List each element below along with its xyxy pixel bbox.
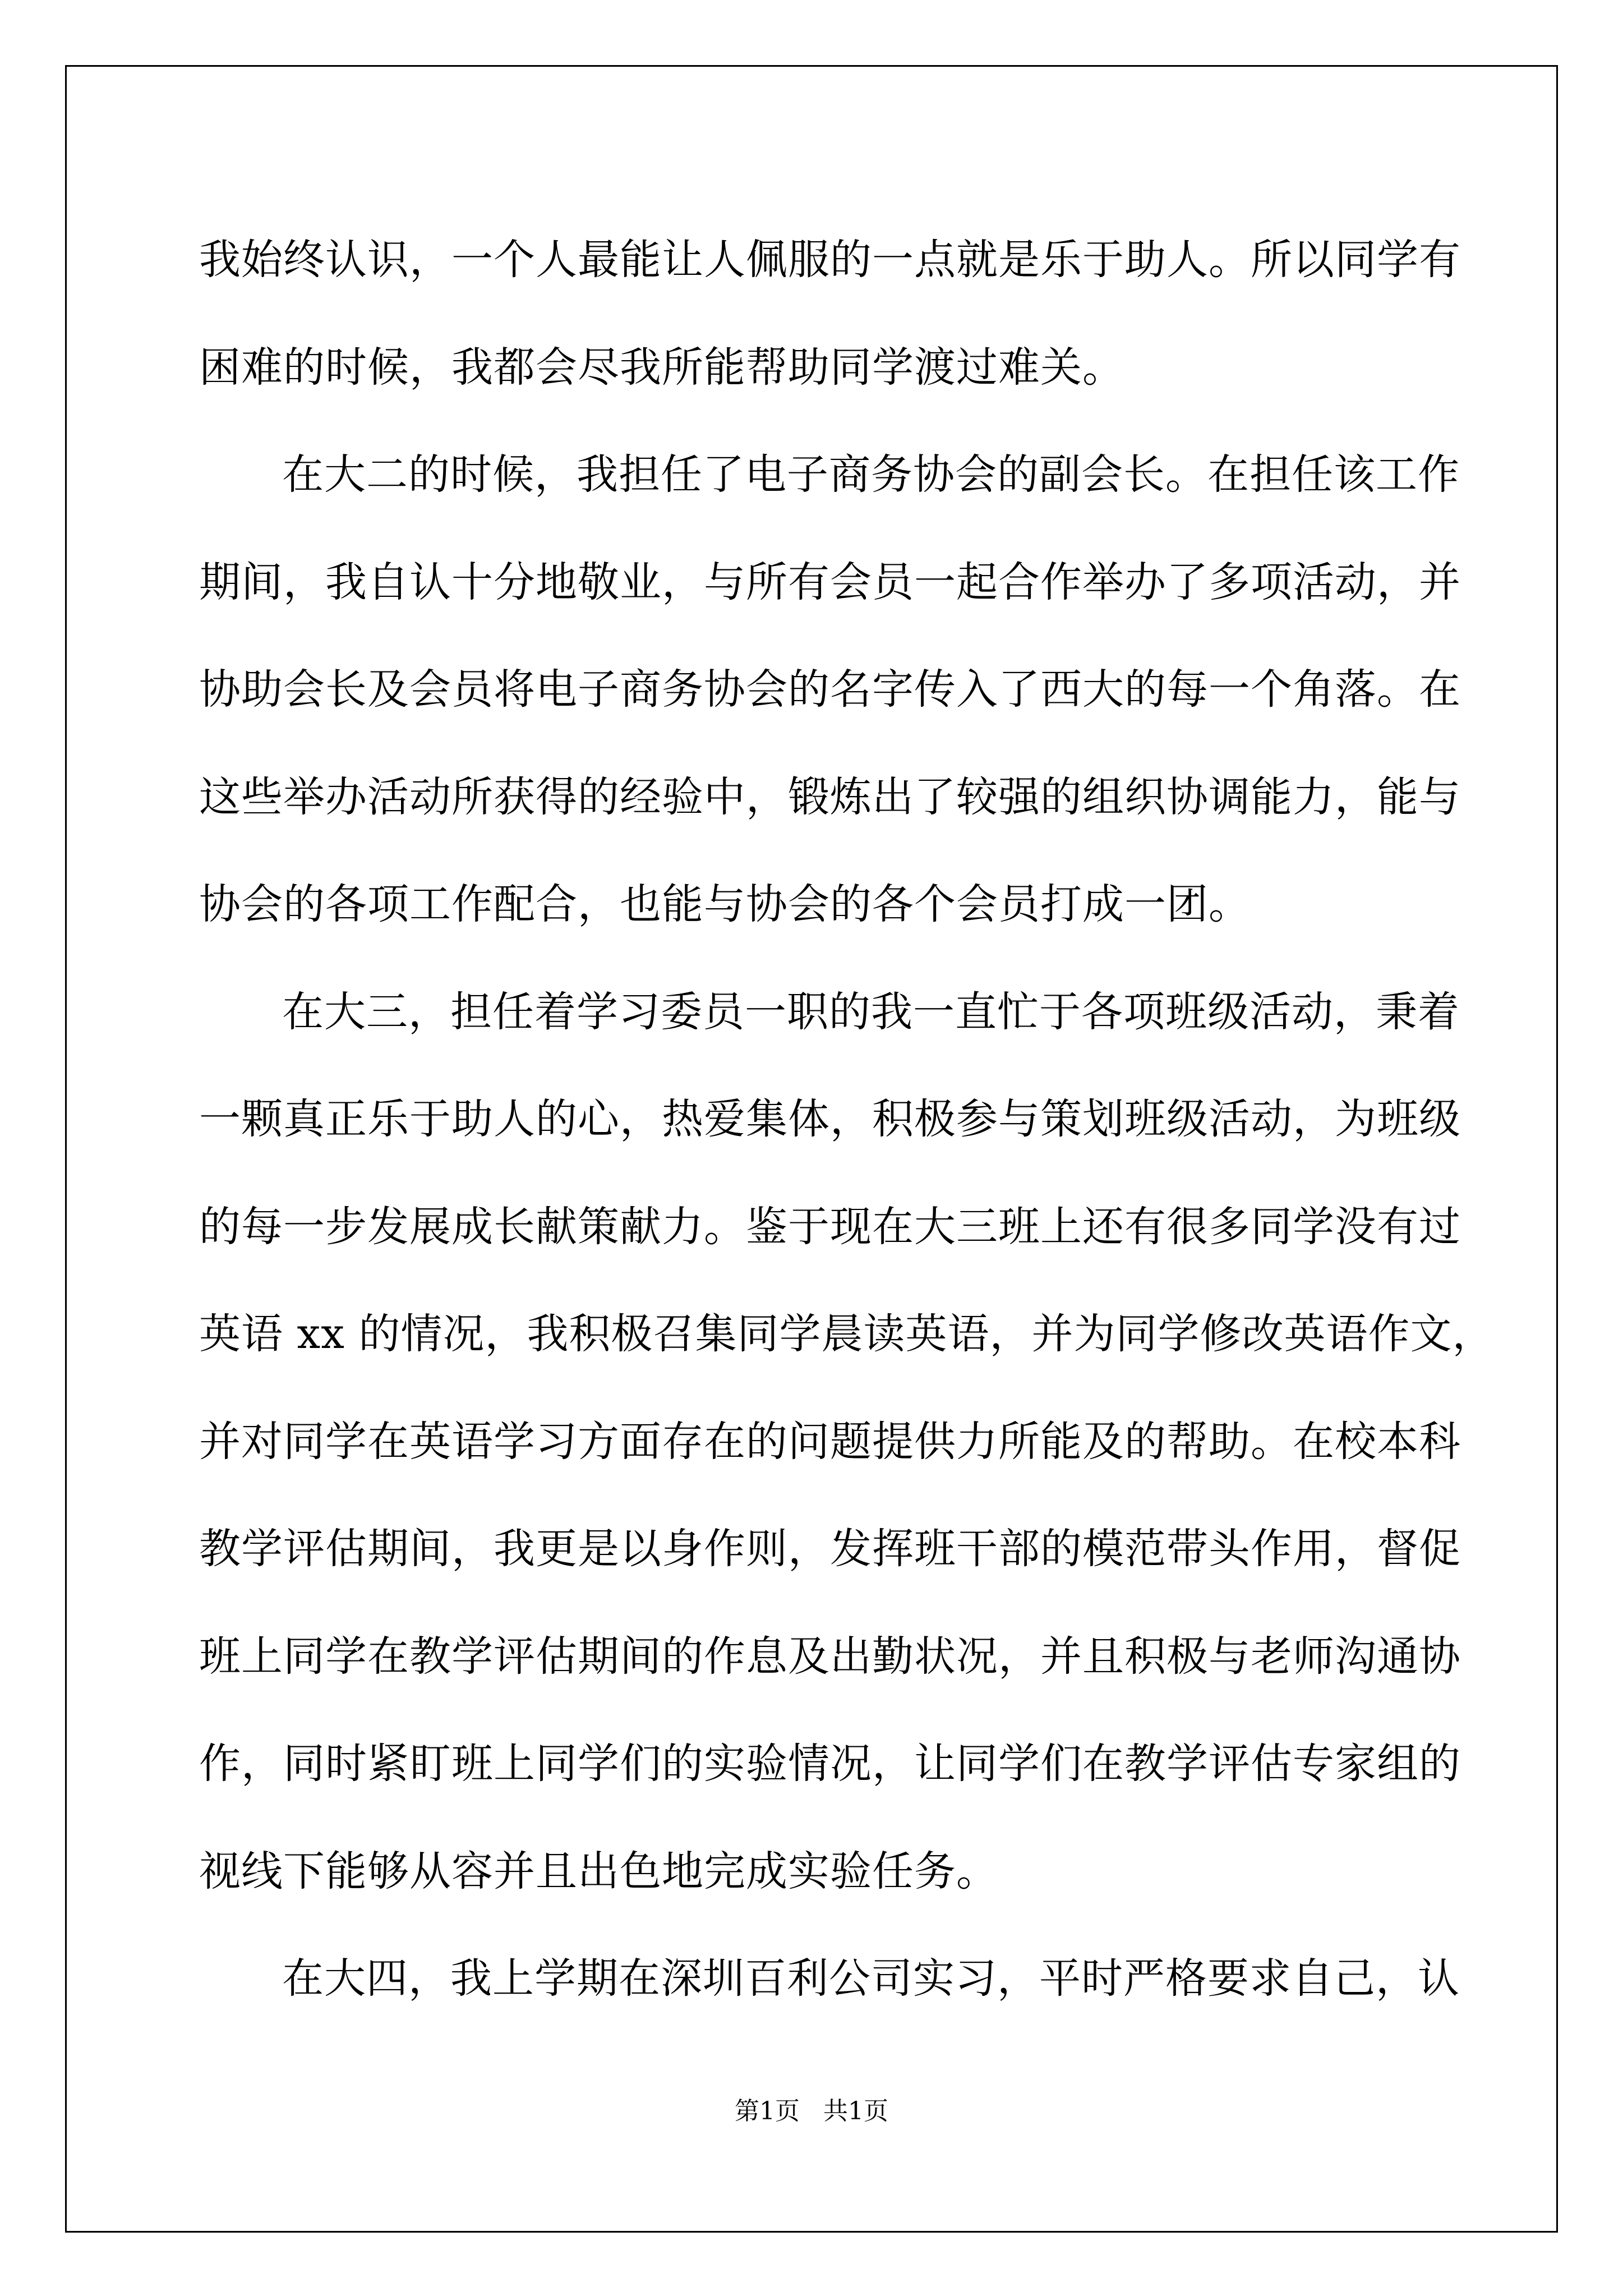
text-line: 视线下能够从容并且出色地完成实验任务。 [199, 1847, 998, 1895]
text-line: 一颗真正乐于助人的心，热爱集体，积极参与策划班级活动，为班级 [199, 1095, 1461, 1143]
text-line: 在大二的时候，我担任了电子商务协会的副会长。在担任该工作 [282, 450, 1460, 499]
text-line: 作，同时紧盯班上同学们的实验情况，让同学们在教学评估专家组的 [199, 1740, 1461, 1788]
text-line: 在大四，我上学期在深圳百利公司实习，平时严格要求自己，认 [282, 1954, 1460, 2003]
text-line: 班上同学在教学评估期间的作息及出勤状况，并且积极与老师沟通协 [199, 1632, 1461, 1681]
paragraph-2 [199, 421, 1461, 959]
paragraph-1 [199, 206, 1461, 421]
text-line: 并对同学在英语学习方面存在的问题提供力所能及的帮助。在校本科 [199, 1417, 1461, 1466]
text-line: 这些举办活动所获得的经验中，锻炼出了较强的组织协调能力，能与 [199, 772, 1461, 821]
text-line: 英语 xx 的情况，我积极召集同学晨读英语，并为同学修改英语作文， [199, 1310, 1495, 1358]
text-line: 在大三，担任着学习委员一职的我一直忙于各项班级活动，秉着 [282, 987, 1460, 1036]
document-body [199, 206, 1495, 2033]
text-line: 的每一步发展成长献策献力。鉴于现在大三班上还有很多同学没有过 [199, 1202, 1461, 1251]
text-line: 教学评估期间，我更是以身作则，发挥班干部的模范带头作用，督促 [199, 1525, 1461, 1573]
paragraph-3 [199, 959, 1495, 1926]
text-line: 困难的时候，我都会尽我所能帮助同学渡过难关。 [199, 343, 1124, 392]
page-footer: 第1页 共1页 [735, 2097, 888, 2125]
text-line: 期间，我自认十分地敬业，与所有会员一起合作举办了多项活动，并 [199, 558, 1461, 606]
text-line: 协助会长及会员将电子商务协会的名字传入了西大的每一个角落。在 [199, 665, 1461, 714]
text-line: 我始终认识，一个人最能让人佩服的一点就是乐于助人。所以同学有 [199, 236, 1461, 284]
text-line: 协会的各项工作配合，也能与协会的各个会员打成一团。 [199, 880, 1251, 928]
paragraph-4 [199, 1925, 1460, 2033]
